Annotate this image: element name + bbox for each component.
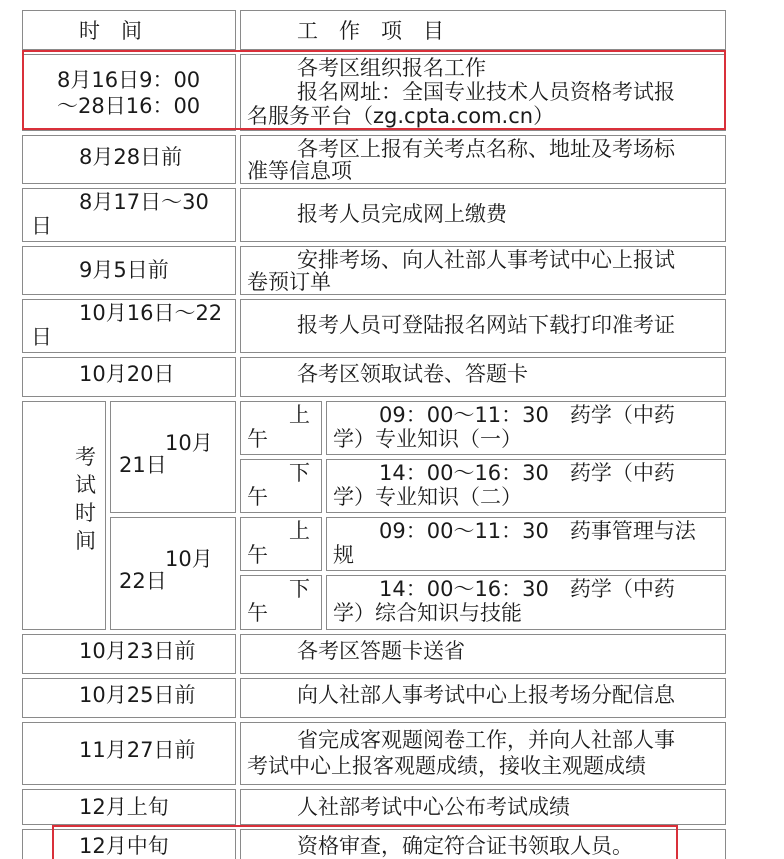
- table-row-work: [240, 54, 726, 131]
- work-line: 名服务平台（zg.cpta.com.cn）: [247, 104, 555, 128]
- table-row-work: [240, 188, 726, 242]
- work-line: 各考区上报有关考点名称、地址及考场标: [297, 137, 675, 161]
- exam-day-date: 22日: [119, 569, 167, 593]
- exam-session-line: 09：00～11：30 药事管理与法: [379, 519, 696, 543]
- work-line: 各考区领取试卷、答题卡: [297, 362, 528, 386]
- exam-session-line: 14：00～16：30 药学（中药: [379, 577, 675, 601]
- table-row-time: [22, 246, 236, 295]
- exam-period-cell: [240, 517, 322, 571]
- work-line: 报名网址：全国专业技术人员资格考试报: [297, 80, 675, 104]
- work-line: 报考人员完成网上缴费: [297, 202, 507, 226]
- table-row-time: [22, 722, 236, 785]
- table-row-work: [240, 634, 726, 674]
- table-row-time: [22, 188, 236, 242]
- exam-day-date: 21日: [119, 453, 167, 477]
- table-row-time: [22, 357, 236, 397]
- table-row-work: [240, 789, 726, 825]
- exam-label-char: 时: [75, 501, 96, 525]
- time-line: 8月16日9：00: [57, 68, 201, 92]
- exam-period-cell: [240, 575, 322, 630]
- exam-session-line: 学）综合知识与技能: [333, 601, 522, 625]
- schedule-table: [22, 10, 726, 859]
- work-line: 报考人员可登陆报名网站下载打印准考证: [297, 313, 675, 337]
- exam-day-cell: [110, 401, 236, 513]
- table-row-work: [240, 829, 726, 859]
- exam-period: 午: [247, 543, 268, 567]
- exam-period: 午: [247, 485, 268, 509]
- table-row-work: [240, 299, 726, 353]
- header-time-cell: [22, 10, 236, 50]
- table-row-work: [240, 722, 726, 785]
- time-line: 日: [31, 214, 52, 238]
- time-line: 10月20日: [79, 362, 175, 386]
- exam-label-char: 试: [75, 473, 96, 497]
- exam-session-cell: [326, 401, 726, 455]
- exam-period: 午: [247, 601, 268, 625]
- table-row-work: [240, 246, 726, 295]
- exam-session-line: 09：00～11：30 药学（中药: [379, 403, 675, 427]
- table-row-time: [22, 135, 236, 184]
- exam-label-cell: [22, 401, 106, 630]
- time-line: 10月25日前: [79, 683, 196, 707]
- exam-session-line: 学）专业知识（二）: [333, 485, 522, 509]
- work-line: 考试中心上报客观题成绩，接收主观题成绩: [247, 754, 646, 778]
- exam-period: 下: [289, 461, 310, 485]
- header-work-cell: [240, 10, 726, 50]
- time-line: 8月17日～30: [79, 190, 209, 214]
- exam-session-line: 14：00～16：30 药学（中药: [379, 461, 675, 485]
- work-line: 卷预订单: [247, 270, 331, 294]
- exam-period: 午: [247, 427, 268, 451]
- work-line: 向人社部人事考试中心上报考场分配信息: [297, 683, 675, 707]
- table-row-work: [240, 357, 726, 397]
- exam-day-month: 10月: [165, 431, 213, 455]
- work-line: 准等信息项: [247, 159, 352, 183]
- exam-session-line: 规: [333, 543, 354, 567]
- exam-session-cell: [326, 459, 726, 513]
- exam-period-cell: [240, 401, 322, 455]
- time-line: 9月5日前: [79, 258, 169, 282]
- exam-period: 下: [289, 577, 310, 601]
- work-line: 人社部考试中心公布考试成绩: [297, 795, 570, 819]
- exam-day-month: 10月: [165, 547, 213, 571]
- time-line: 10月16日～22: [79, 301, 223, 325]
- exam-session-line: 学）专业知识（一）: [333, 427, 522, 451]
- table-row-time: [22, 789, 236, 825]
- exam-label-char: 考: [75, 445, 96, 469]
- exam-period-cell: [240, 459, 322, 513]
- time-line: 12月中旬: [79, 834, 169, 858]
- time-line: 12月上旬: [79, 795, 169, 819]
- table-row-time: [22, 299, 236, 353]
- exam-period: 上: [289, 403, 310, 427]
- table-row-time: [22, 54, 236, 131]
- time-line: 8月28日前: [79, 145, 183, 169]
- exam-day-cell: [110, 517, 236, 630]
- table-row-work: [240, 135, 726, 184]
- table-row-work: [240, 678, 726, 718]
- work-line: 安排考场、向人社部人事考试中心上报试: [297, 248, 675, 272]
- work-line: 各考区答题卡送省: [297, 639, 465, 663]
- header-time: 时 间: [79, 19, 142, 43]
- table-row-time: [22, 634, 236, 674]
- table-row-time: [22, 678, 236, 718]
- time-line: ～28日16：00: [57, 94, 201, 118]
- time-line: 11月27日前: [79, 738, 196, 762]
- work-line: 各考区组织报名工作: [297, 56, 486, 80]
- work-line: 省完成客观题阅卷工作，并向人社部人事: [297, 728, 675, 752]
- time-line: 日: [31, 325, 52, 349]
- exam-label-char: 间: [75, 529, 96, 553]
- exam-session-cell: [326, 517, 726, 571]
- table-row-time: [22, 829, 236, 859]
- exam-session-cell: [326, 575, 726, 630]
- time-line: 10月23日前: [79, 639, 196, 663]
- header-work: 工 作 项 目: [297, 19, 444, 43]
- exam-period: 上: [289, 519, 310, 543]
- work-line: 资格审查，确定符合证书领取人员。: [297, 834, 633, 858]
